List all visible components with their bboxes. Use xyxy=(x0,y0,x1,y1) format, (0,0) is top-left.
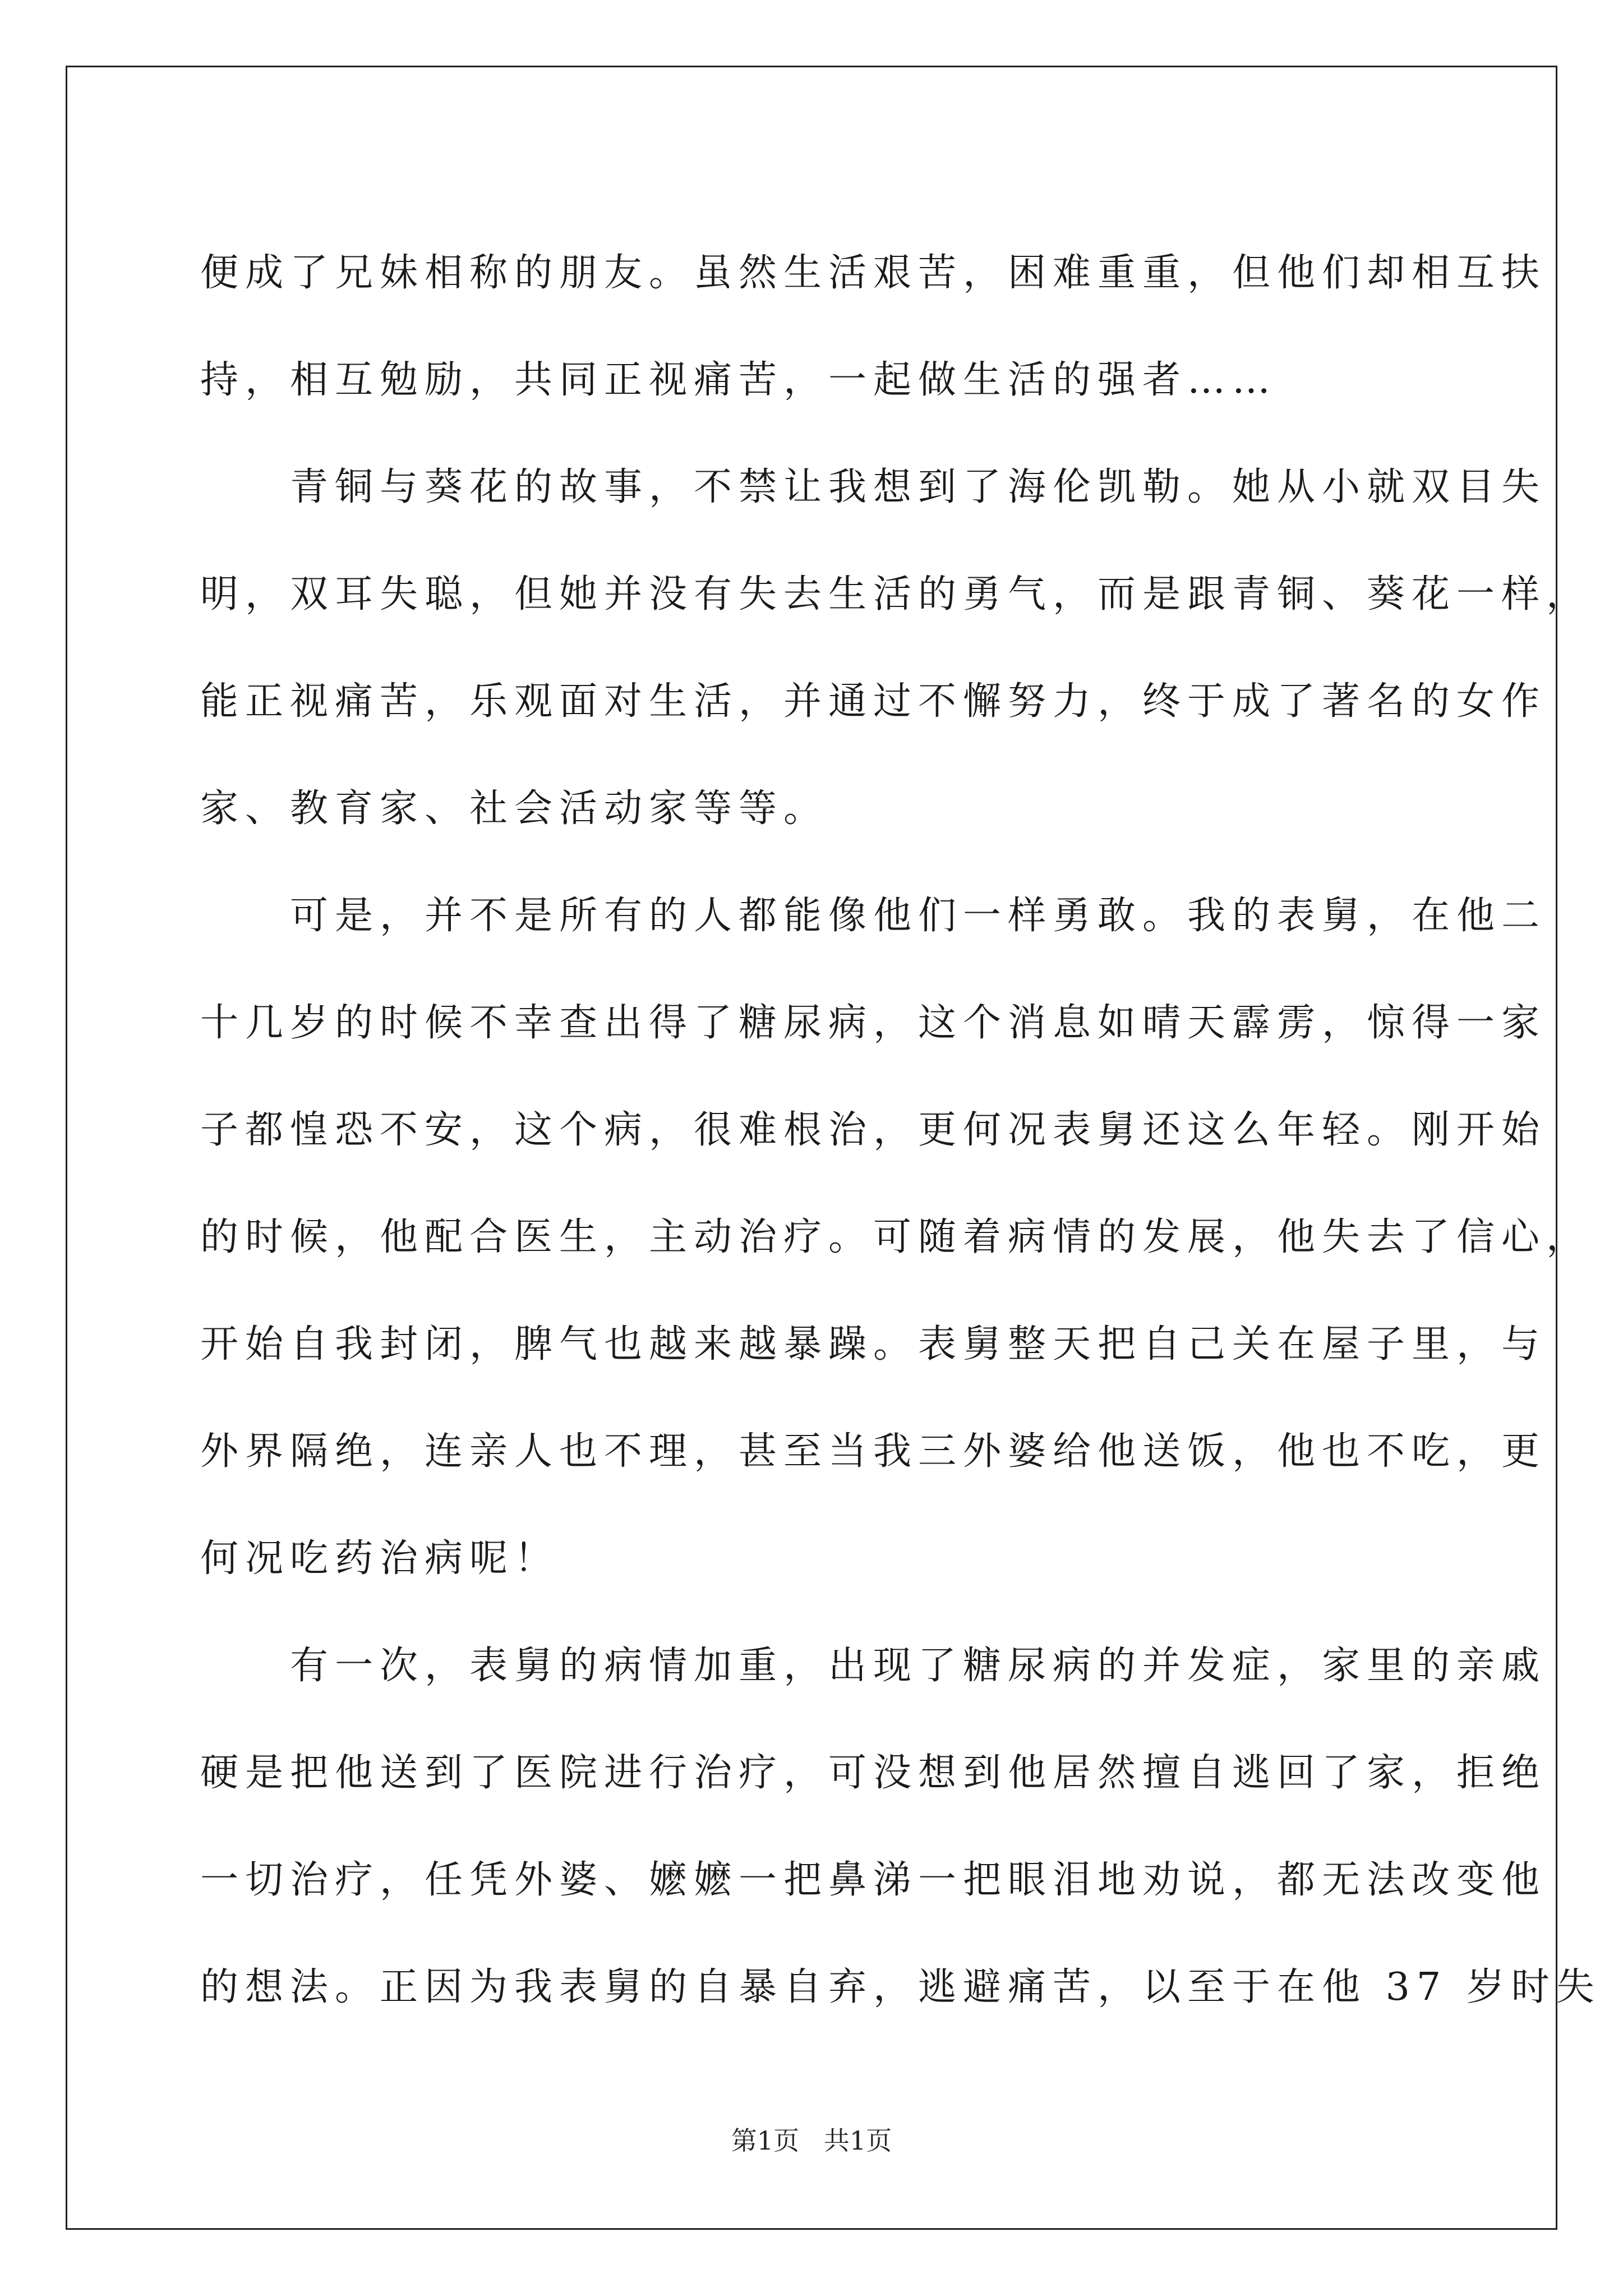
text-line: 能正视痛苦，乐观面对生活，并通过不懈努力，终于成了著名的女作 xyxy=(200,679,1547,724)
text-line: 十几岁的时候不幸查出得了糖尿病，这个消息如晴天霹雳，惊得一家 xyxy=(200,1001,1547,1045)
text-line: 明，双耳失聪，但她并没有失去生活的勇气，而是跟青铜、葵花一样， xyxy=(200,572,1592,616)
text-line: 外界隔绝，连亲人也不理，甚至当我三外婆给他送饭，他也不吃，更 xyxy=(200,1429,1547,1474)
text-line: 有一次，表舅的病情加重，出现了糖尿病的并发症，家里的亲戚 xyxy=(200,1644,1547,1688)
text-line: 开始自我封闭，脾气也越来越暴躁。表舅整天把自己关在屋子里，与 xyxy=(200,1322,1547,1366)
text-line: 持，相互勉励，共同正视痛苦，一起做生活的强者…… xyxy=(200,358,1278,402)
text-line: 子都惶恐不安，这个病，很难根治，更何况表舅还这么年轻。刚开始 xyxy=(200,1108,1547,1152)
text-line: 家、教育家、社会活动家等等。 xyxy=(200,786,829,831)
text-line: 的想法。正因为我表舅的自暴自弃，逃避痛苦，以至于在他 37 岁时失 xyxy=(200,1965,1601,2009)
text-line: 可是，并不是所有的人都能像他们一样勇敢。我的表舅，在他二 xyxy=(200,894,1547,938)
text-line: 一切治疗，任凭外婆、嬷嬷一把鼻涕一把眼泪地劝说，都无法改变他 xyxy=(200,1858,1547,1902)
page-number-footer: 第1页 共1页 xyxy=(731,2125,892,2156)
text-line: 便成了兄妹相称的朋友。虽然生活艰苦，困难重重，但他们却相互扶 xyxy=(200,251,1547,295)
text-line: 的时候，他配合医生，主动治疗。可随着病情的发展，他失去了信心， xyxy=(200,1215,1592,1259)
text-line: 何况吃药治病呢！ xyxy=(200,1536,560,1581)
text-line: 青铜与葵花的故事，不禁让我想到了海伦凯勒。她从小就双目失 xyxy=(200,465,1547,509)
text-line: 硬是把他送到了医院进行治疗，可没想到他居然擅自逃回了家，拒绝 xyxy=(200,1751,1547,1795)
document-body xyxy=(200,216,1601,2037)
